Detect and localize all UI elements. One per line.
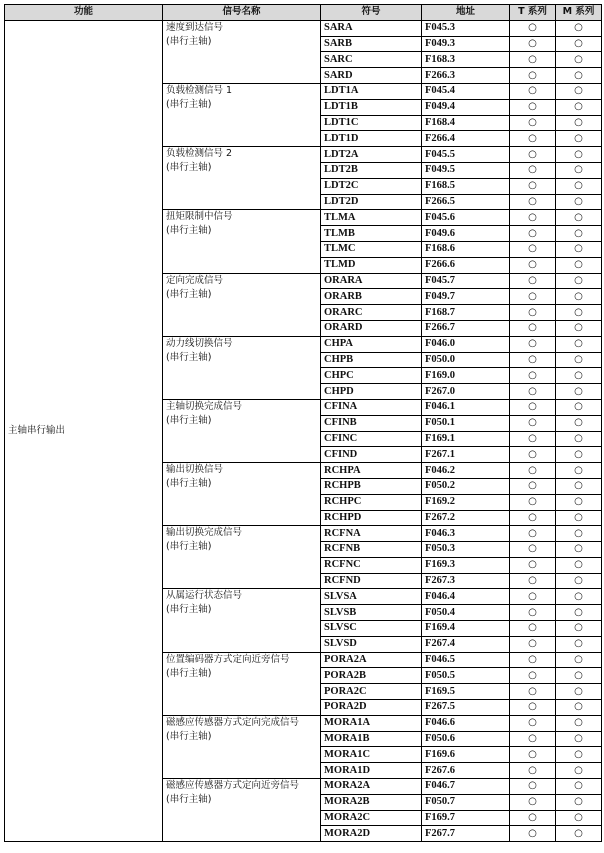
symbol-cell: CFINC [321,431,422,447]
t-series-mark: ○ [510,684,556,700]
t-series-mark: ○ [510,747,556,763]
m-series-mark: ○ [556,652,602,668]
address-cell: F168.6 [422,241,510,257]
m-series-mark: ○ [556,273,602,289]
header-t-series: T 系列 [510,5,556,21]
m-series-mark: ○ [556,668,602,684]
m-series-mark: ○ [556,131,602,147]
address-cell: F169.6 [422,747,510,763]
address-cell: F050.1 [422,415,510,431]
address-cell: F049.7 [422,289,510,305]
symbol-cell: MORA1D [321,763,422,779]
symbol-cell: CFINB [321,415,422,431]
signal-name-cell [163,399,321,462]
address-cell: F045.5 [422,147,510,163]
symbol-cell: PORA2C [321,684,422,700]
m-series-mark: ○ [556,257,602,273]
t-series-mark: ○ [510,83,556,99]
symbol-cell: PORA2B [321,668,422,684]
symbol-cell: CFIND [321,447,422,463]
m-series-mark: ○ [556,605,602,621]
address-cell: F267.2 [422,510,510,526]
header-m-series: M 系列 [556,5,602,21]
signal-name-cell [163,715,321,778]
symbol-cell: SLVSC [321,621,422,637]
address-cell: F046.6 [422,715,510,731]
signal-name: 动力线切换信号 [166,337,233,349]
t-series-mark: ○ [510,99,556,115]
signal-name-cell [163,20,321,83]
signal-name: 磁感应传感器方式定向近旁信号 [166,780,300,792]
t-series-mark: ○ [510,431,556,447]
address-cell: F168.7 [422,305,510,321]
t-series-mark: ○ [510,194,556,210]
m-series-mark: ○ [556,463,602,479]
address-cell: F169.7 [422,810,510,826]
symbol-cell: SARC [321,52,422,68]
signal-name: 扭矩限制中信号 [166,211,233,223]
address-cell: F266.6 [422,257,510,273]
table-body [5,20,602,841]
symbol-cell: CHPB [321,352,422,368]
t-series-mark: ○ [510,557,556,573]
m-series-mark: ○ [556,779,602,795]
address-cell: F267.5 [422,700,510,716]
signal-name: 位置编码器方式定向近旁信号 [166,653,290,665]
symbol-cell: TLMB [321,226,422,242]
t-series-mark: ○ [510,605,556,621]
signal-name: 输出切换信号 [166,464,224,476]
t-series-mark: ○ [510,336,556,352]
symbol-cell: LDT2D [321,194,422,210]
signal-note: (串行主轴) [166,730,212,742]
t-series-mark: ○ [510,810,556,826]
address-cell: F050.4 [422,605,510,621]
t-series-mark: ○ [510,226,556,242]
symbol-cell: MORA2D [321,826,422,842]
symbol-cell: RCFND [321,573,422,589]
symbol-cell: PORA2D [321,700,422,716]
symbol-cell: CHPA [321,336,422,352]
m-series-mark: ○ [556,99,602,115]
m-series-mark: ○ [556,52,602,68]
address-cell: F050.3 [422,542,510,558]
signal-note: (串行主轴) [166,794,212,806]
m-series-mark: ○ [556,794,602,810]
m-series-mark: ○ [556,336,602,352]
t-series-mark: ○ [510,384,556,400]
signal-name: 定向完成信号 [166,274,224,286]
symbol-cell: CHPC [321,368,422,384]
symbol-cell: MORA1C [321,747,422,763]
m-series-mark: ○ [556,384,602,400]
signal-name-cell [163,83,321,146]
m-series-mark: ○ [556,621,602,637]
t-series-mark: ○ [510,510,556,526]
signal-name: 负载检测信号 2 [166,148,233,160]
m-series-mark: ○ [556,447,602,463]
address-cell: F050.7 [422,794,510,810]
m-series-mark: ○ [556,368,602,384]
signal-name-cell [163,589,321,652]
m-series-mark: ○ [556,478,602,494]
address-cell: F267.1 [422,447,510,463]
t-series-mark: ○ [510,589,556,605]
signal-note: (串行主轴) [166,351,212,363]
t-series-mark: ○ [510,36,556,52]
t-series-mark: ○ [510,447,556,463]
signal-name: 输出切换完成信号 [166,527,243,539]
address-cell: F046.7 [422,779,510,795]
address-cell: F045.6 [422,210,510,226]
m-series-mark: ○ [556,210,602,226]
symbol-cell: MORA1A [321,715,422,731]
address-cell: F046.2 [422,463,510,479]
address-cell: F046.0 [422,336,510,352]
symbol-cell: CHPD [321,384,422,400]
symbol-cell: MORA2C [321,810,422,826]
m-series-mark: ○ [556,526,602,542]
symbol-cell: LDT2C [321,178,422,194]
symbol-cell: LDT2B [321,162,422,178]
symbol-cell: ORARA [321,273,422,289]
symbol-cell: TLMD [321,257,422,273]
t-series-mark: ○ [510,779,556,795]
symbol-cell: LDT1D [321,131,422,147]
m-series-mark: ○ [556,494,602,510]
m-series-mark: ○ [556,573,602,589]
t-series-mark: ○ [510,573,556,589]
t-series-mark: ○ [510,636,556,652]
address-cell: F045.4 [422,83,510,99]
t-series-mark: ○ [510,257,556,273]
signal-name-cell [163,526,321,589]
t-series-mark: ○ [510,368,556,384]
header-row [5,5,602,21]
address-cell: F049.5 [422,162,510,178]
m-series-mark: ○ [556,684,602,700]
m-series-mark: ○ [556,763,602,779]
symbol-cell: ORARD [321,320,422,336]
signal-note: (串行主轴) [166,478,212,490]
t-series-mark: ○ [510,305,556,321]
signal-name: 磁感应传感器方式定向完成信号 [166,716,300,728]
signal-note: (串行主轴) [166,162,212,174]
symbol-cell: LDT1C [321,115,422,131]
signal-note: (串行主轴) [166,35,212,47]
m-series-mark: ○ [556,715,602,731]
t-series-mark: ○ [510,415,556,431]
m-series-mark: ○ [556,810,602,826]
m-series-mark: ○ [556,399,602,415]
signal-name-cell [163,273,321,336]
signal-name-cell [163,147,321,210]
m-series-mark: ○ [556,747,602,763]
address-cell: F049.4 [422,99,510,115]
signal-name-cell [163,210,321,273]
t-series-mark: ○ [510,826,556,842]
symbol-cell: RCHPB [321,478,422,494]
signal-name: 主轴切换完成信号 [166,400,243,412]
t-series-mark: ○ [510,794,556,810]
t-series-mark: ○ [510,68,556,84]
signal-note: (串行主轴) [166,225,212,237]
t-series-mark: ○ [510,131,556,147]
symbol-cell: ORARB [321,289,422,305]
symbol-cell: RCFNC [321,557,422,573]
address-cell: F169.4 [422,621,510,637]
address-cell: F266.3 [422,68,510,84]
m-series-mark: ○ [556,194,602,210]
t-series-mark: ○ [510,289,556,305]
m-series-mark: ○ [556,226,602,242]
address-cell: F267.4 [422,636,510,652]
t-series-mark: ○ [510,731,556,747]
m-series-mark: ○ [556,510,602,526]
symbol-cell: RCFNA [321,526,422,542]
m-series-mark: ○ [556,352,602,368]
t-series-mark: ○ [510,668,556,684]
signal-note: (串行主轴) [166,414,212,426]
address-cell: F050.6 [422,731,510,747]
t-series-mark: ○ [510,210,556,226]
t-series-mark: ○ [510,352,556,368]
m-series-mark: ○ [556,147,602,163]
address-cell: F046.5 [422,652,510,668]
address-cell: F050.2 [422,478,510,494]
address-cell: F168.3 [422,52,510,68]
address-cell: F169.5 [422,684,510,700]
t-series-mark: ○ [510,162,556,178]
t-series-mark: ○ [510,715,556,731]
t-series-mark: ○ [510,478,556,494]
t-series-mark: ○ [510,542,556,558]
t-series-mark: ○ [510,621,556,637]
m-series-mark: ○ [556,826,602,842]
m-series-mark: ○ [556,241,602,257]
symbol-cell: SLVSD [321,636,422,652]
address-cell: F050.0 [422,352,510,368]
m-series-mark: ○ [556,305,602,321]
t-series-mark: ○ [510,20,556,36]
header-signal-name: 信号名称 [163,5,321,21]
symbol-cell: TLMA [321,210,422,226]
t-series-mark: ○ [510,526,556,542]
signal-note: (串行主轴) [166,288,212,300]
symbol-cell: RCHPA [321,463,422,479]
address-cell: F045.3 [422,20,510,36]
address-cell: F267.3 [422,573,510,589]
t-series-mark: ○ [510,273,556,289]
symbol-cell: SLVSA [321,589,422,605]
address-cell: F168.5 [422,178,510,194]
m-series-mark: ○ [556,589,602,605]
symbol-cell: MORA2B [321,794,422,810]
address-cell: F266.7 [422,320,510,336]
signal-table [4,4,602,842]
m-series-mark: ○ [556,36,602,52]
t-series-mark: ○ [510,52,556,68]
symbol-cell: SARB [321,36,422,52]
address-cell: F050.5 [422,668,510,684]
address-cell: F266.4 [422,131,510,147]
address-cell: F049.6 [422,226,510,242]
t-series-mark: ○ [510,494,556,510]
signal-name-cell [163,463,321,526]
m-series-mark: ○ [556,68,602,84]
m-series-mark: ○ [556,115,602,131]
symbol-cell: PORA2A [321,652,422,668]
m-series-mark: ○ [556,636,602,652]
symbol-cell: CFINA [321,399,422,415]
m-series-mark: ○ [556,431,602,447]
address-cell: F267.7 [422,826,510,842]
symbol-cell: TLMC [321,241,422,257]
signal-name: 速度到达信号 [166,21,224,33]
t-series-mark: ○ [510,320,556,336]
signal-note: (串行主轴) [166,98,212,110]
t-series-mark: ○ [510,241,556,257]
m-series-mark: ○ [556,162,602,178]
address-cell: F169.2 [422,494,510,510]
m-series-mark: ○ [556,700,602,716]
symbol-cell: RCHPC [321,494,422,510]
symbol-cell: RCHPD [321,510,422,526]
symbol-cell: LDT1B [321,99,422,115]
address-cell: F168.4 [422,115,510,131]
t-series-mark: ○ [510,700,556,716]
signal-name: 从属运行状态信号 [166,590,243,602]
symbol-cell: SLVSB [321,605,422,621]
address-cell: F169.1 [422,431,510,447]
t-series-mark: ○ [510,652,556,668]
address-cell: F169.3 [422,557,510,573]
symbol-cell: SARD [321,68,422,84]
signal-note: (串行主轴) [166,604,212,616]
address-cell: F266.5 [422,194,510,210]
signal-name: 负载检测信号 1 [166,84,233,96]
t-series-mark: ○ [510,147,556,163]
address-cell: F267.6 [422,763,510,779]
address-cell: F046.4 [422,589,510,605]
signal-note: (串行主轴) [166,667,212,679]
t-series-mark: ○ [510,399,556,415]
symbol-cell: RCFNB [321,542,422,558]
m-series-mark: ○ [556,415,602,431]
m-series-mark: ○ [556,83,602,99]
address-cell: F267.0 [422,384,510,400]
m-series-mark: ○ [556,20,602,36]
function-cell: 主轴串行输出 [5,20,163,841]
t-series-mark: ○ [510,178,556,194]
m-series-mark: ○ [556,557,602,573]
m-series-mark: ○ [556,320,602,336]
t-series-mark: ○ [510,463,556,479]
header-symbol: 符号 [321,5,422,21]
m-series-mark: ○ [556,178,602,194]
table-row [5,20,602,36]
symbol-cell: MORA1B [321,731,422,747]
m-series-mark: ○ [556,289,602,305]
address-cell: F045.7 [422,273,510,289]
symbol-cell: LDT2A [321,147,422,163]
m-series-mark: ○ [556,731,602,747]
address-cell: F046.3 [422,526,510,542]
header-address: 地址 [422,5,510,21]
address-cell: F169.0 [422,368,510,384]
address-cell: F049.3 [422,36,510,52]
t-series-mark: ○ [510,115,556,131]
symbol-cell: ORARC [321,305,422,321]
signal-name-cell [163,336,321,399]
address-cell: F046.1 [422,399,510,415]
m-series-mark: ○ [556,542,602,558]
signal-note: (串行主轴) [166,541,212,553]
signal-name-cell [163,779,321,842]
t-series-mark: ○ [510,763,556,779]
symbol-cell: SARA [321,20,422,36]
symbol-cell: LDT1A [321,83,422,99]
header-function: 功能 [5,5,163,21]
signal-name-cell [163,652,321,715]
symbol-cell: MORA2A [321,779,422,795]
